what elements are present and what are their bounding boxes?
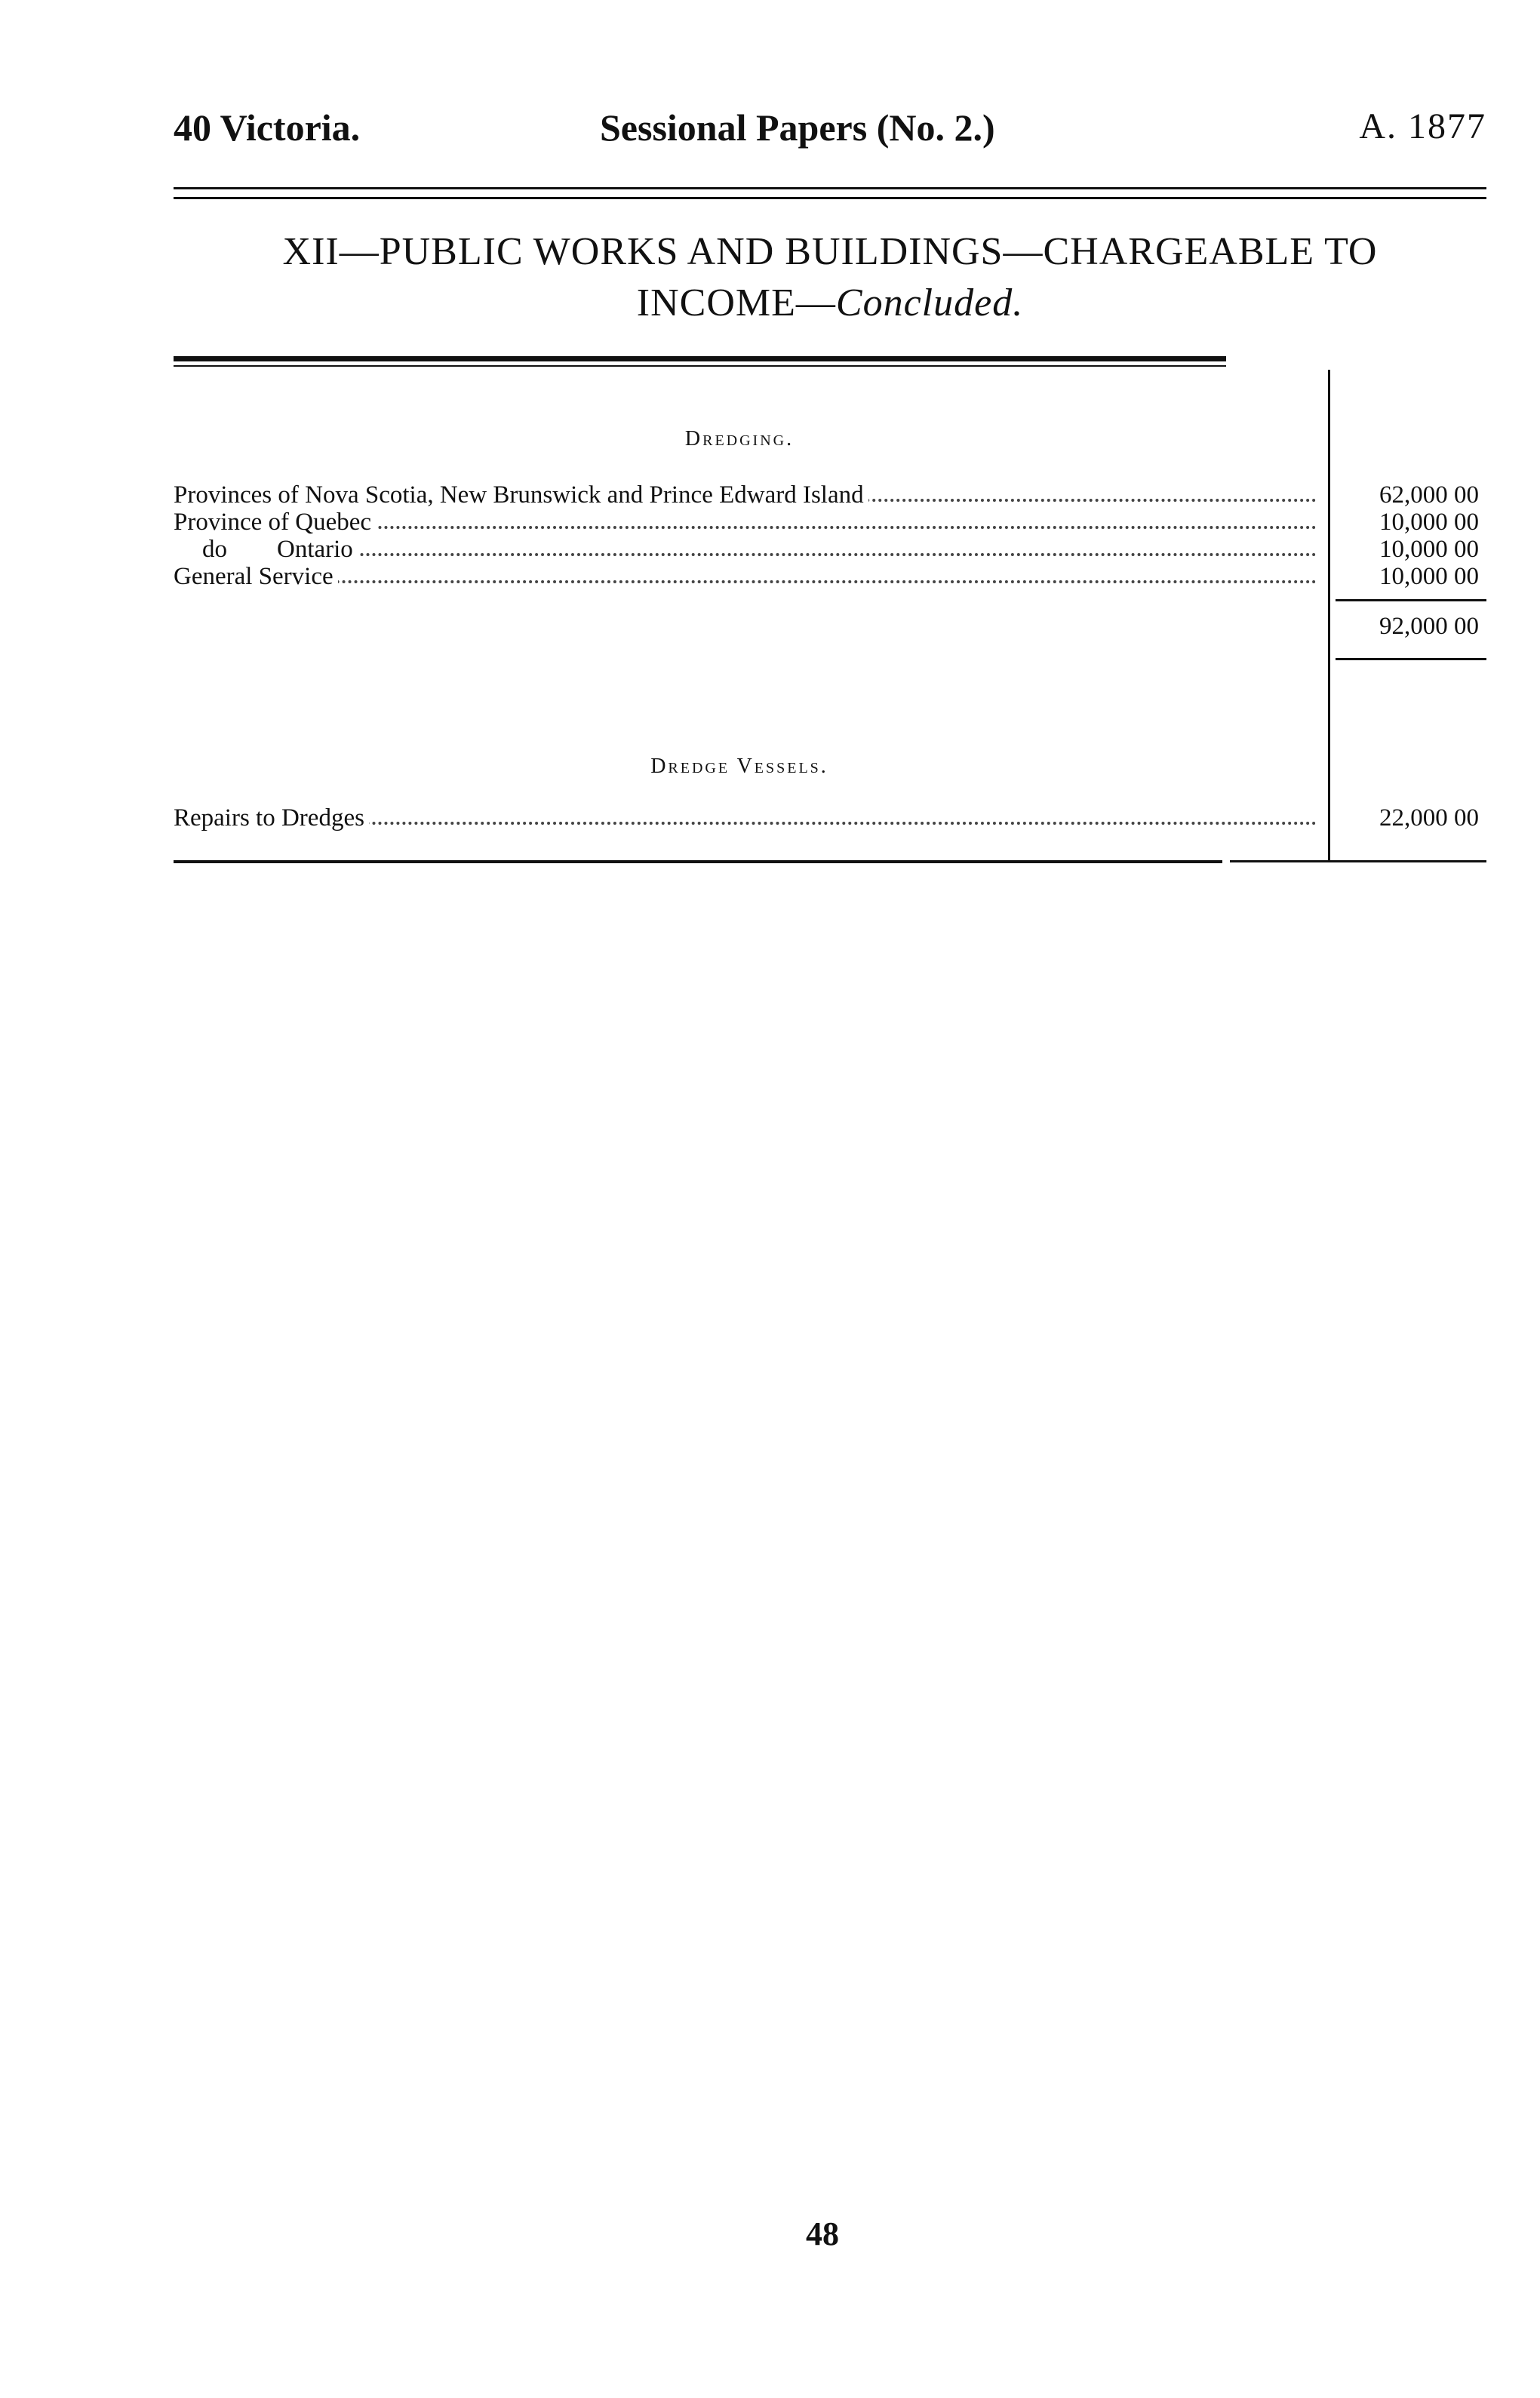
row-item	[174, 481, 1317, 509]
title-line-1: XII—PUBLIC WORKS AND BUILDINGS—CHARGEABLE TO	[282, 230, 1378, 273]
row-label: Province of Quebec	[174, 509, 376, 536]
total-row	[174, 613, 1486, 640]
header-year: A. 1877	[1359, 106, 1486, 146]
header-double-rule	[174, 187, 1486, 199]
row-amount: 62,000 00	[1379, 481, 1479, 509]
page-number: 48	[806, 2215, 839, 2252]
table-row	[174, 481, 1486, 509]
section-heading-dredging: Dredging.	[684, 427, 795, 450]
row-label: Provinces of Nova Scotia, New Brunswick and Prince Edward Island	[174, 481, 868, 509]
title-rule	[174, 356, 1226, 367]
table-row	[174, 509, 1486, 536]
total-rule	[1336, 658, 1486, 660]
table-row	[174, 536, 1486, 563]
row-item	[174, 536, 1317, 563]
row-item	[174, 509, 1317, 536]
row-label: Repairs to Dredges	[174, 804, 369, 832]
total-amount: 92,000 00	[1379, 613, 1479, 640]
title-line-2	[174, 278, 1486, 329]
table-row	[174, 563, 1486, 590]
header-session: 40 Victoria.	[174, 106, 361, 149]
row-item	[174, 804, 1317, 832]
row-label: General Service	[174, 563, 338, 590]
end-rule	[174, 860, 1222, 863]
row-item	[174, 563, 1317, 590]
row-amount: 10,000 00	[1379, 536, 1479, 563]
row-amount: 10,000 00	[1379, 509, 1479, 536]
header-series: Sessional Papers (No. 2.)	[600, 106, 995, 149]
table-row	[174, 804, 1486, 832]
end-rule-amount	[1230, 860, 1486, 862]
title-line-2-main: INCOME—	[636, 281, 836, 324]
section-heading-dredge-vessels: Dredge Vessels.	[650, 755, 828, 778]
row-label: do Ontario	[174, 536, 358, 563]
title-concluded: Concluded.	[835, 281, 1024, 324]
subtotal-rule	[1336, 599, 1486, 601]
page-title	[174, 226, 1486, 329]
row-amount: 22,000 00	[1379, 804, 1479, 832]
running-header	[174, 106, 1486, 166]
row-amount: 10,000 00	[1379, 563, 1479, 590]
dot-leader	[174, 580, 1317, 583]
